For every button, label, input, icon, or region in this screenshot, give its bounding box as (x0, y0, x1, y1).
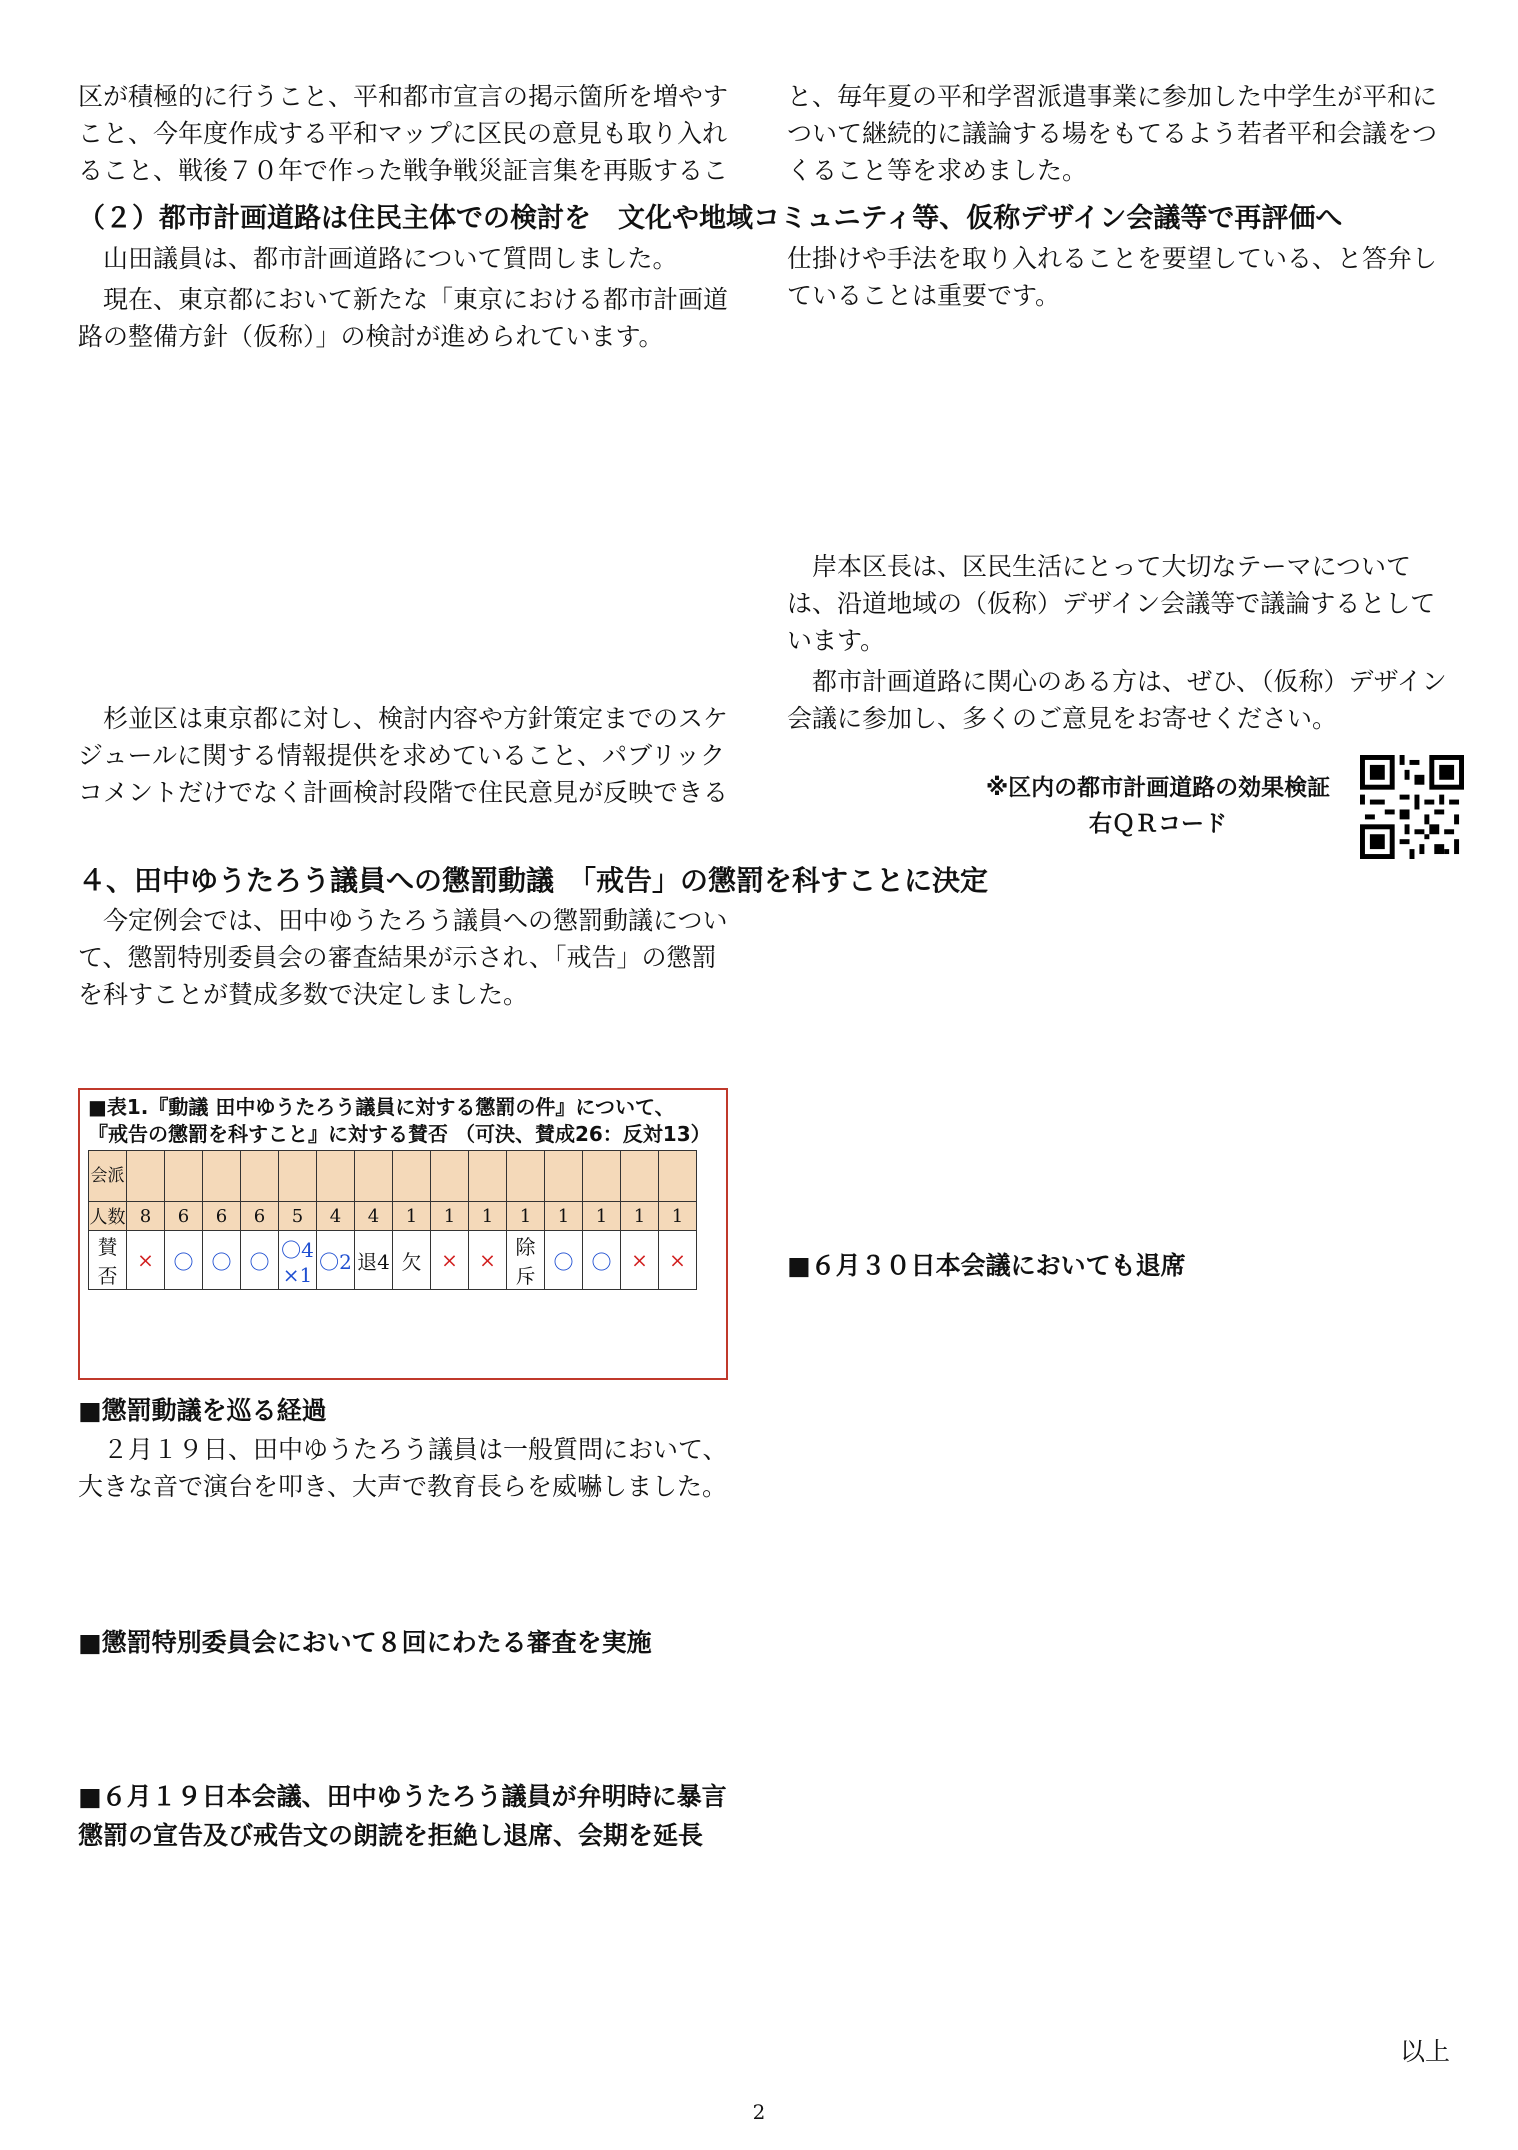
faction-cell (165, 1151, 203, 1202)
vote-result-cell: 欠 (393, 1231, 431, 1290)
member-count-cell: 8 (127, 1202, 165, 1231)
paragraph: 山田議員は、都市計画道路について質問しました。 (103, 244, 678, 273)
faction-cell (241, 1151, 279, 1202)
paragraph (78, 359, 738, 470)
top-left-column (78, 78, 738, 189)
paragraph (787, 433, 1447, 544)
section-4-heading: ４、田中ゆうたろう議員への懲罰動議 「戒告」の懲罰を科すことに決定 (78, 864, 989, 897)
faction-cell (393, 1151, 431, 1202)
text-line: と、毎年夏の平和学習派遣事業に参加した中学生が平和に (787, 82, 1438, 111)
subheading: ■６月１９日本会議、田中ゆうたろう議員が弁明時に暴言 (78, 1782, 727, 1811)
member-count-cell: 1 (431, 1202, 469, 1231)
section-4-left-intro (78, 902, 738, 1058)
subheading: 懲罰の宣告及び戒告文の朗読を拒絶し退席、会期を延長 (78, 1821, 704, 1850)
faction-cell (659, 1151, 697, 1202)
paragraph: 岸本区長は、区民生活にとって大切なテーマについては、沿道地域の（仮称）デザイン会議等で議論するとしています。 (787, 552, 1436, 655)
text-line: ること、戦後７０年で作った戦争戦災証言集を再販するこ (78, 156, 729, 185)
vote-table-title-line: 『戒告の懲罰を科すこと』に対する賛否 （可決、賛成26：反対13） (88, 1122, 711, 1146)
vote-result-cell: × (469, 1231, 507, 1290)
vote-result-cell: × (431, 1231, 469, 1290)
member-count-cell: 1 (659, 1202, 697, 1231)
vote-result-cell: × (621, 1231, 659, 1290)
vote-result-cell: × (127, 1231, 165, 1290)
faction-cell (469, 1151, 507, 1202)
qr-note (968, 770, 1348, 842)
faction-cell (545, 1151, 583, 1202)
member-count-cell: 5 (279, 1202, 317, 1231)
section-2-heading: （２）都市計画道路は住民主体での検討を 文化や地域コミュニティ等、仮称デザイン会議等で再評価へ (78, 203, 1343, 234)
faction-cell (355, 1151, 393, 1202)
count-row (89, 1202, 697, 1231)
vote-table (88, 1150, 697, 1290)
paragraph (787, 318, 1447, 429)
faction-cell (621, 1151, 659, 1202)
top-right-column (787, 78, 1447, 189)
subheading: ■懲罰動議を巡る経過 (78, 1396, 327, 1425)
qr-code-icon[interactable] (1360, 755, 1464, 859)
paragraph (78, 1509, 738, 1620)
vote-result-cell: 退4 (355, 1231, 393, 1290)
member-count-cell: 4 (317, 1202, 355, 1231)
text-line: くること等を求めました。 (787, 156, 1088, 185)
qr-note-line: 右ＱＲコード (1089, 811, 1227, 837)
subheading: ■懲罰特別委員会において８回にわたる審査を実施 (78, 1628, 652, 1657)
section-2-left-column (78, 240, 738, 815)
member-count-cell: 1 (507, 1202, 545, 1231)
paragraph: ２月１９日、田中ゆうたろう議員は一般質問において、大きな音で演台を叩き、大声で教育長らを威嚇しました。 (78, 1435, 728, 1501)
vote-result-cell: × (659, 1231, 697, 1290)
section-4-left-body (78, 1390, 738, 1856)
paragraph: 都市計画道路に関心のある方は、ぜひ、（仮称）デザイン会議に参加し、多くのご意見をお寄せください。 (787, 667, 1447, 733)
vote-result-cell: 〇 (241, 1231, 279, 1290)
paragraph (787, 1631, 1447, 1742)
member-count-cell: 6 (165, 1202, 203, 1231)
section-2-right-column (787, 240, 1447, 741)
paragraph: 今定例会では、田中ゆうたろう議員への懲罰動議について、懲罰特別委員会の審査結果が示され、「戒告」の懲罰を科すことが賛成多数で決定しました。 (78, 906, 728, 1009)
member-count-cell: 1 (393, 1202, 431, 1231)
vote-result-cell: 〇2 (317, 1231, 355, 1290)
paragraph (78, 1663, 738, 1774)
closing-text: 以上 (1400, 2037, 1451, 2066)
vote-result-cell: 〇 (583, 1231, 621, 1290)
member-count-cell: 1 (583, 1202, 621, 1231)
subheading: ■６月３０日本会議においても退席 (787, 1251, 1186, 1280)
faction-cell (431, 1151, 469, 1202)
vote-result-cell: 〇4 ×1 (279, 1231, 317, 1290)
paragraph (787, 1401, 1447, 1512)
page-number: 2 (752, 2100, 766, 2124)
section-4-right-body (787, 902, 1447, 1746)
paragraph: 杉並区は東京都に対し、検討内容や方針策定までのスケジュールに関する情報提供を求めていること、パブリックコメントだけでなく計画検討段階で住民意見が反映できる (78, 704, 729, 807)
member-count-cell: 6 (203, 1202, 241, 1231)
paragraph (78, 1017, 738, 1054)
paragraph (787, 1286, 1447, 1397)
row-label: 会派 (89, 1151, 127, 1202)
faction-cell (583, 1151, 621, 1202)
vote-table-title-line: ■表1.『動議 田中ゆうたろう議員に対する懲罰の件』について、 (88, 1095, 675, 1119)
faction-cell (317, 1151, 355, 1202)
member-count-cell: 1 (469, 1202, 507, 1231)
vote-table-title (88, 1094, 718, 1148)
paragraph: 仕掛けや手法を取り入れることを要望している、と答弁していることは重要です。 (787, 244, 1438, 310)
faction-cell (127, 1151, 165, 1202)
paragraph (78, 474, 738, 696)
row-label: 賛否 (89, 1231, 127, 1290)
text-line: こと、今年度作成する平和マップに区民の意見も取り入れ (78, 119, 728, 148)
member-count-cell: 1 (621, 1202, 659, 1231)
member-count-cell: 1 (545, 1202, 583, 1231)
row-label: 人数 (89, 1202, 127, 1231)
faction-cell (279, 1151, 317, 1202)
faction-cell (203, 1151, 241, 1202)
paragraph: 現在、東京都において新たな「東京における都市計画道路の整備方針（仮称）」の検討が進められています。 (78, 285, 729, 351)
paragraph (787, 1516, 1447, 1627)
text-line: 区が積極的に行うこと、平和都市宣言の掲示箇所を増やす (78, 82, 729, 111)
faction-row (89, 1151, 697, 1202)
result-row (89, 1231, 697, 1290)
vote-result-cell: 〇 (165, 1231, 203, 1290)
vote-table-box (78, 1088, 728, 1380)
vote-result-cell: 〇 (545, 1231, 583, 1290)
paragraph (787, 1017, 1447, 1128)
vote-result-cell: 除斥 (507, 1231, 545, 1290)
paragraph (787, 902, 1447, 1013)
member-count-cell: 4 (355, 1202, 393, 1231)
vote-result-cell: 〇 (203, 1231, 241, 1290)
qr-note-line: ※区内の都市計画道路の効果検証 (985, 775, 1331, 801)
paragraph (787, 1132, 1447, 1243)
text-line: ついて継続的に議論する場をもてるよう若者平和会議をつ (787, 119, 1438, 148)
member-count-cell: 6 (241, 1202, 279, 1231)
faction-cell (507, 1151, 545, 1202)
